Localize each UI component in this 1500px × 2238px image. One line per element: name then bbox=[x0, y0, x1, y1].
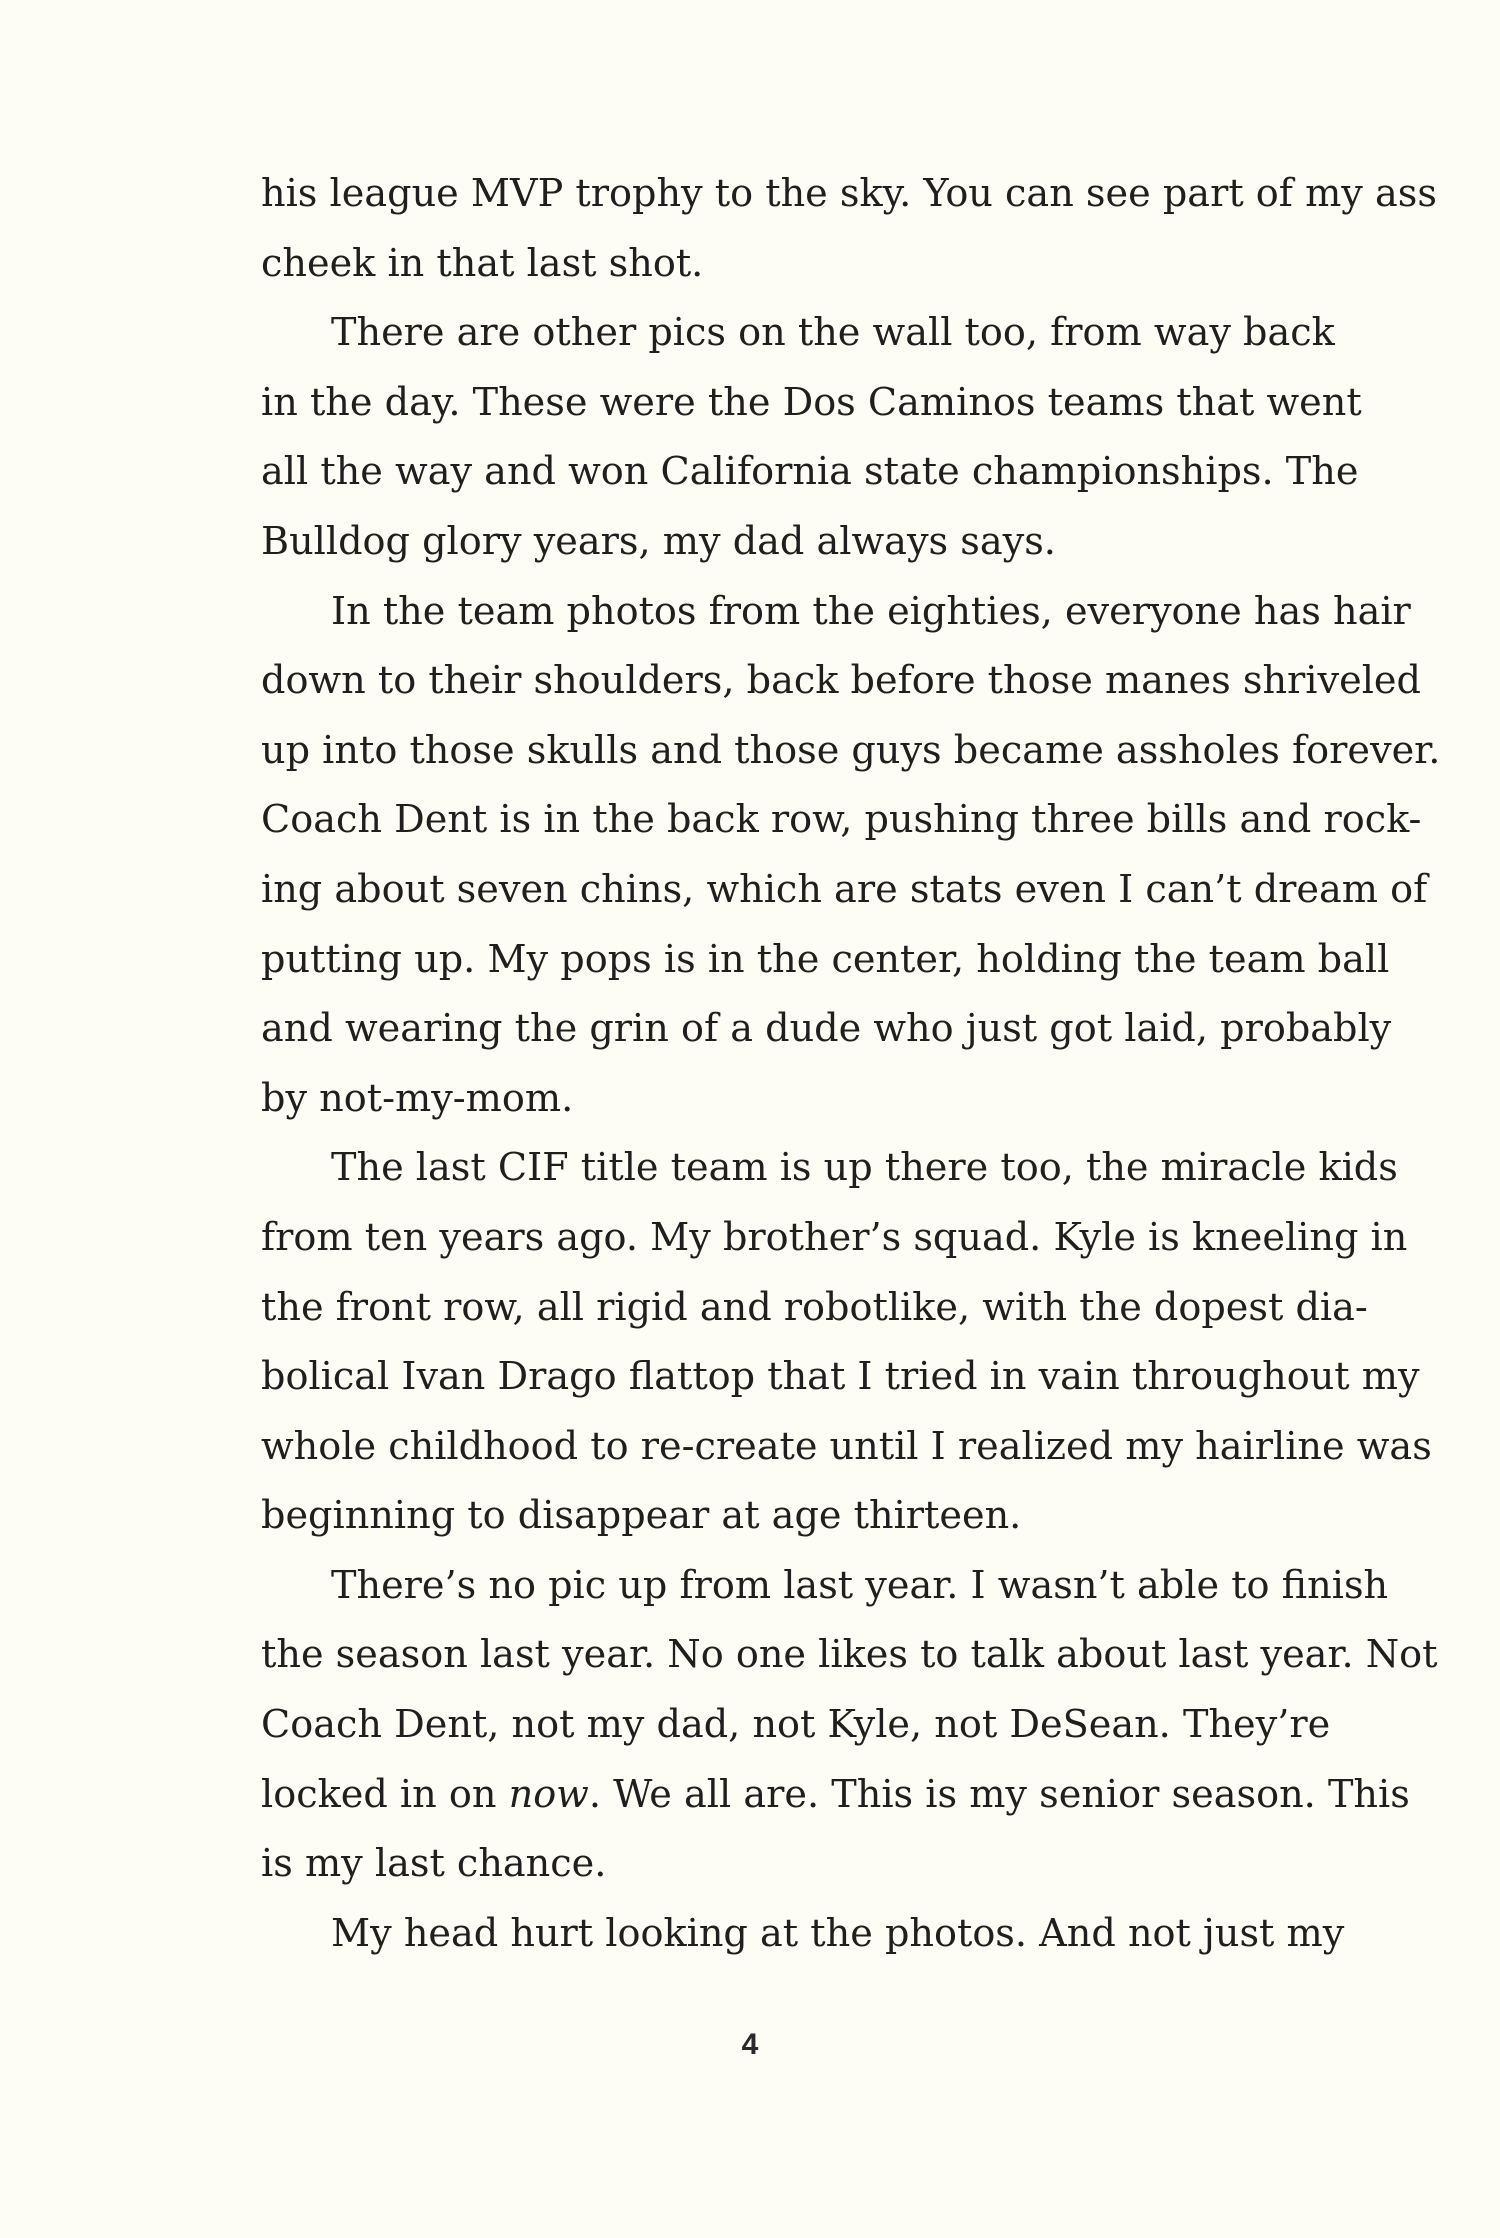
page-number: 4 bbox=[741, 2028, 759, 2061]
text-line: bolical Ivan Drago flattop that I tried in vain throughout my bbox=[261, 1355, 1420, 1400]
text-line: his league MVP trophy to the sky. You can see part of my ass bbox=[261, 172, 1437, 216]
text-line: whole childhood to re-create until I realized my hairline was bbox=[261, 1424, 1432, 1469]
text-line: from ten years ago. My brother’s squad. Kyle is kneeling in bbox=[261, 1215, 1408, 1260]
text-line-with-italic bbox=[261, 1761, 1410, 1831]
text-line: Bulldog glory years, my dad always says. bbox=[261, 519, 1056, 564]
text-line: Coach Dent, not my dad, not Kyle, not DeSean. They’re bbox=[261, 1703, 1331, 1748]
text-fragment: . We all are. This is my senior season. This bbox=[588, 1772, 1410, 1817]
text-line: putting up. My pops is in the center, holding the team ball bbox=[261, 937, 1390, 982]
text-line: There’s no pic up from last year. I wasn’t able to finish bbox=[331, 1563, 1389, 1608]
text-line: by not-my-mom. bbox=[261, 1076, 574, 1121]
body-text bbox=[261, 160, 1441, 1969]
text-fragment: locked in on bbox=[261, 1772, 509, 1817]
text-line: The last CIF title team is up there too, the miracle kids bbox=[331, 1146, 1398, 1191]
text-line: beginning to disappear at age thirteen. bbox=[261, 1494, 1022, 1539]
text-line: up into those skulls and those guys became assholes forever. bbox=[261, 728, 1441, 773]
text-line: Coach Dent is in the back row, pushing three bills and rock- bbox=[261, 798, 1422, 843]
text-line: in the day. These were the Dos Caminos teams that went bbox=[261, 380, 1362, 425]
text-line: the front row, all rigid and robotlike, with the dopest dia- bbox=[261, 1285, 1368, 1330]
text-line: ing about seven chins, which are stats even I can’t dream of bbox=[261, 867, 1428, 912]
text-line: My head hurt looking at the photos. And not just my bbox=[331, 1911, 1345, 1956]
text-line: is my last chance. bbox=[261, 1842, 607, 1887]
text-line: cheek in that last shot. bbox=[261, 241, 704, 286]
text-line: In the team photos from the eighties, everyone has hair bbox=[331, 589, 1411, 634]
text-line: and wearing the grin of a dude who just got laid, probably bbox=[261, 1007, 1392, 1052]
text-line: There are other pics on the wall too, from way back bbox=[331, 311, 1335, 356]
text-line: down to their shoulders, back before those manes shriveled bbox=[261, 659, 1421, 704]
text-line: the season last year. No one likes to talk about last year. Not bbox=[261, 1633, 1438, 1678]
text-line: all the way and won California state championships. The bbox=[261, 450, 1359, 495]
italic-word: now bbox=[508, 1772, 589, 1817]
